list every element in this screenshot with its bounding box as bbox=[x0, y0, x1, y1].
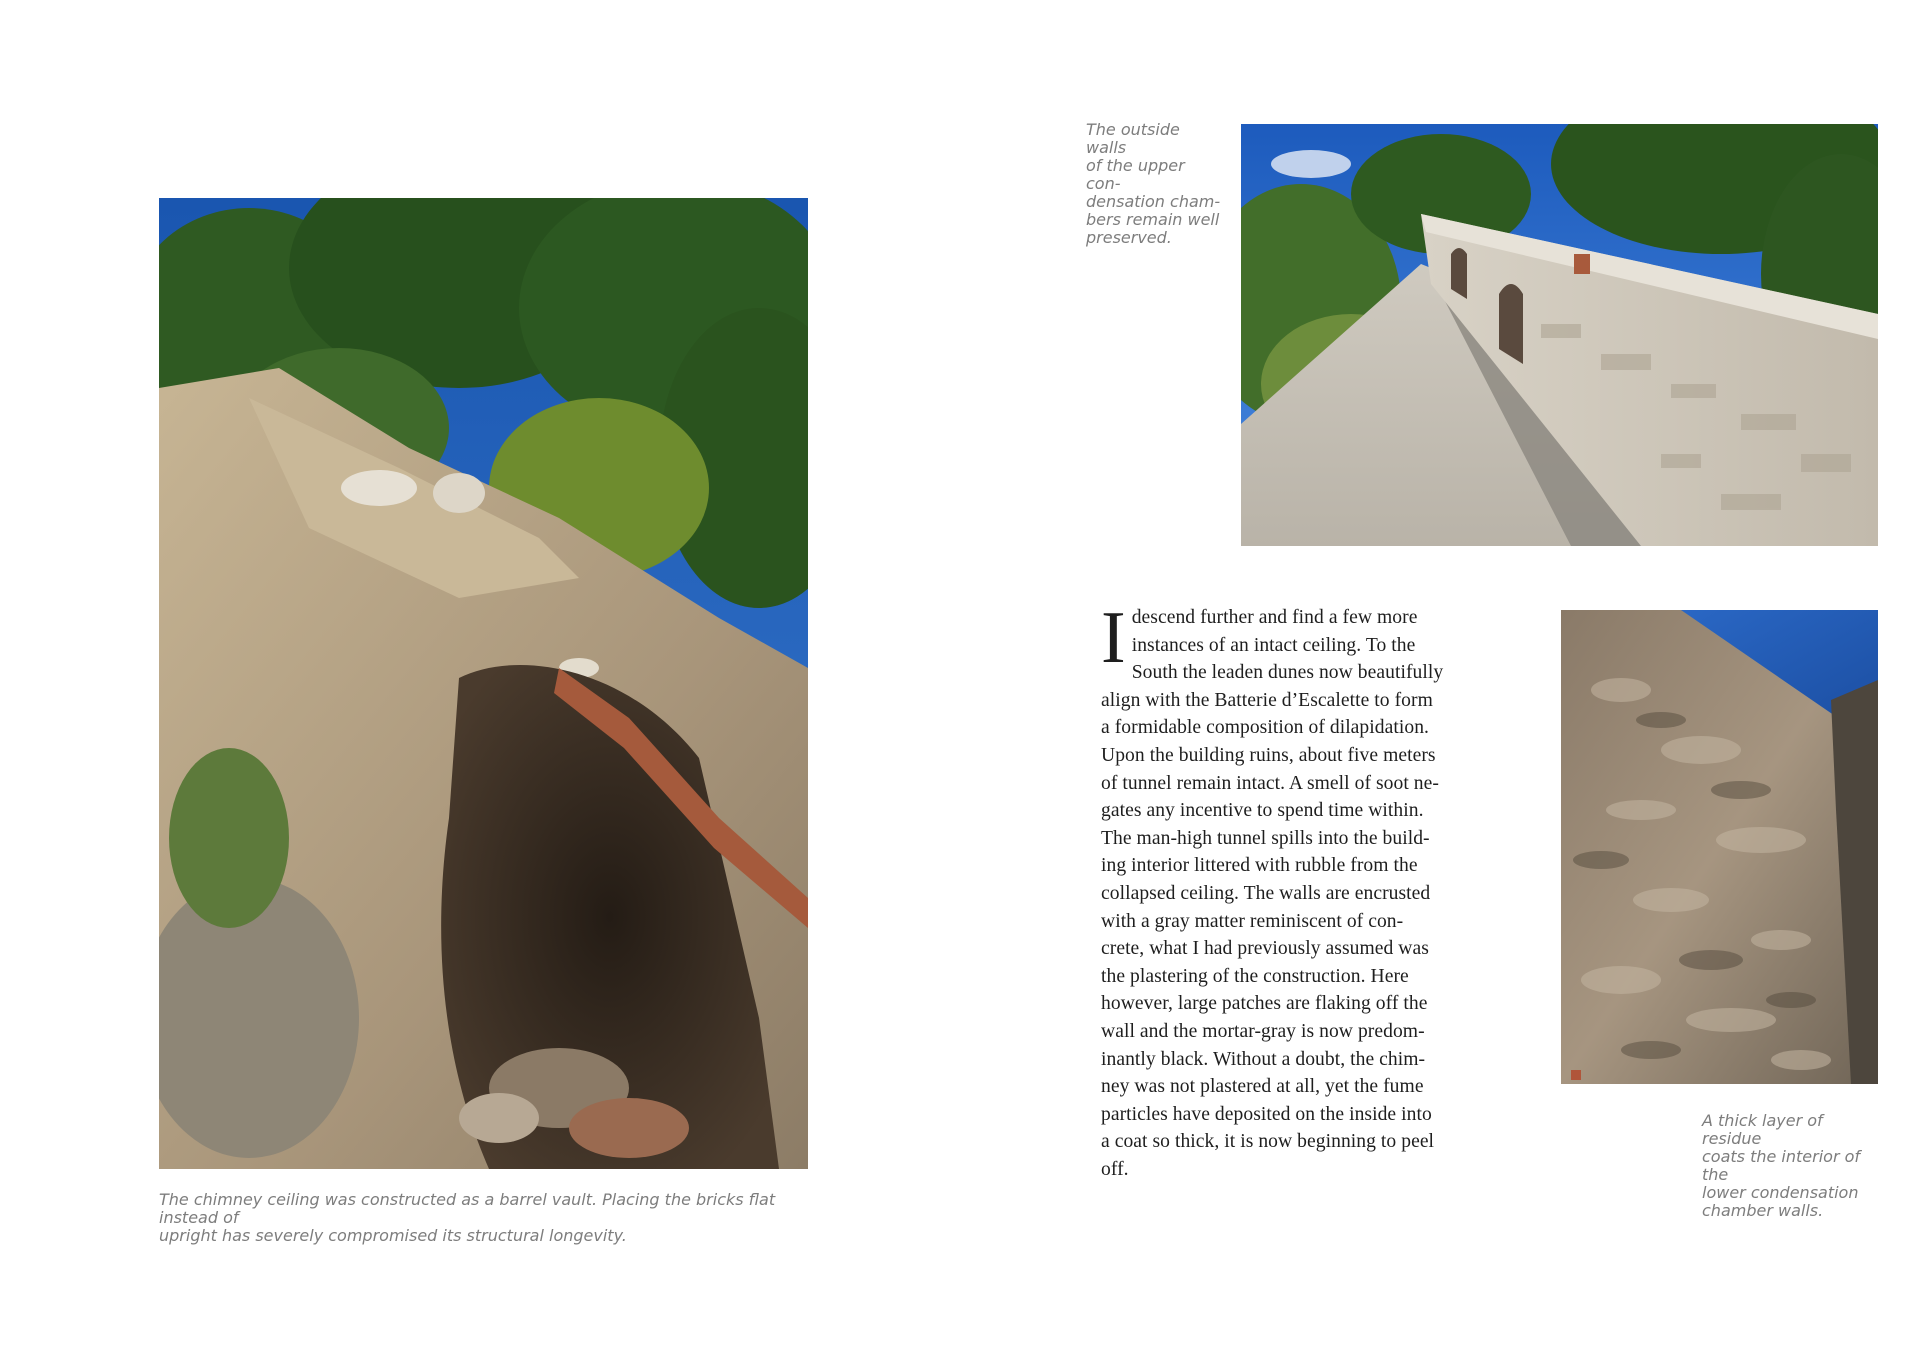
caption-line: of the upper con- bbox=[1086, 156, 1185, 193]
outside-walls-photo bbox=[1241, 124, 1878, 546]
caption-line: The outside walls bbox=[1086, 120, 1180, 157]
chimney-vault-caption bbox=[159, 1191, 819, 1245]
article-line: ing interior littered with rubble from the bbox=[1101, 855, 1418, 877]
residue-wall-photo bbox=[1561, 610, 1878, 1084]
chimney-vault-image bbox=[159, 198, 808, 1169]
article-line: Upon the building ruins, about five meters bbox=[1101, 744, 1436, 766]
article-line: wall and the mortar-gray is now predom- bbox=[1101, 1020, 1425, 1042]
caption-line: The chimney ceiling was constructed as a barrel vault. Placing the bricks flat instead of bbox=[159, 1190, 776, 1227]
drop-cap: I bbox=[1101, 597, 1126, 679]
article-line: particles have deposited on the inside into bbox=[1101, 1103, 1432, 1125]
article-line: ney was not plastered at all, yet the fume bbox=[1101, 1076, 1424, 1098]
caption-line: densation cham- bbox=[1086, 192, 1221, 211]
article-line: descend further and find a few more bbox=[1131, 607, 1418, 628]
article-line: collapsed ceiling. The walls are encrusted bbox=[1101, 882, 1431, 904]
caption-line: lower condensation bbox=[1702, 1183, 1859, 1202]
caption-line: A thick layer of residue bbox=[1702, 1111, 1823, 1148]
article-line: crete, what I had previously assumed was bbox=[1101, 938, 1429, 960]
article-line: a coat so thick, it is now beginning to peel bbox=[1101, 1131, 1435, 1153]
caption-line: bers remain well bbox=[1086, 210, 1220, 229]
outside-walls-image bbox=[1241, 124, 1878, 546]
article-line: South the leaden dunes now beautifully bbox=[1131, 662, 1444, 684]
article-line: the plastering of the construction. Here bbox=[1101, 965, 1409, 987]
caption-line: chamber walls. bbox=[1702, 1201, 1824, 1220]
residue-wall-caption bbox=[1702, 1112, 1882, 1220]
article-line: of tunnel remain intact. A smell of soot ne- bbox=[1101, 772, 1439, 794]
caption-line: upright has severely compromised its structural longevity. bbox=[159, 1226, 627, 1245]
caption-line: coats the interior of the bbox=[1702, 1147, 1861, 1184]
article-line: however, large patches are flaking off the bbox=[1101, 993, 1428, 1015]
caption-line: preserved. bbox=[1086, 228, 1172, 247]
article-line: inantly black. Without a doubt, the chim- bbox=[1101, 1048, 1426, 1070]
chimney-vault-photo bbox=[159, 198, 808, 1169]
outside-walls-caption bbox=[1086, 121, 1221, 247]
article-line: instances of an intact ceiling. To the bbox=[1131, 634, 1416, 656]
residue-wall-image bbox=[1561, 610, 1878, 1084]
article-line: align with the Batterie d’Escalette to form bbox=[1101, 689, 1433, 711]
article-line: off. bbox=[1101, 1158, 1129, 1180]
article-line: with a gray matter reminiscent of con- bbox=[1101, 910, 1404, 932]
article-body bbox=[1101, 597, 1481, 1183]
article-line: a formidable composition of dilapidation. bbox=[1101, 717, 1429, 739]
article-line: The man-high tunnel spills into the build- bbox=[1101, 827, 1430, 849]
article-line: gates any incentive to spend time within. bbox=[1101, 800, 1424, 822]
